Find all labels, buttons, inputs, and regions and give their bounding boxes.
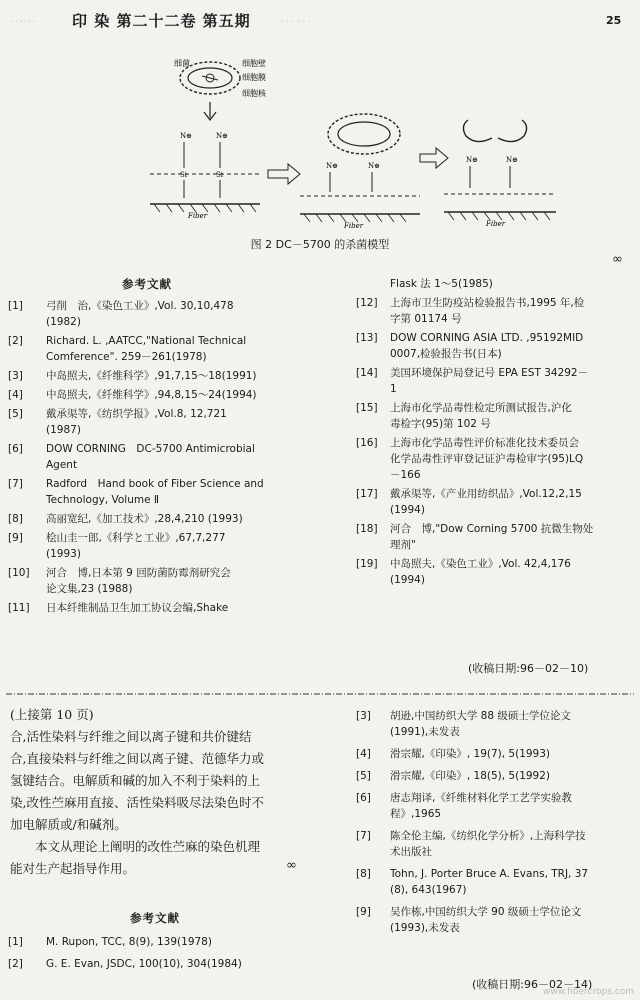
reference-item bbox=[8, 600, 229, 616]
references-title: 参考文献 bbox=[122, 277, 172, 291]
references-title-2: 参考文献 bbox=[130, 911, 180, 925]
reference-line: 弓削 治,《染色工业》,Vol. 30,10,478 bbox=[46, 300, 234, 312]
reference-line: 河合 博,日本第 9 回防菌防霉剂研究会 bbox=[46, 567, 231, 579]
watermark: www.fibercrops.com bbox=[543, 987, 634, 997]
section-separator bbox=[6, 688, 634, 700]
reference-item bbox=[356, 486, 582, 516]
fiber-stage-3 bbox=[444, 120, 556, 228]
reference-number: [5] bbox=[356, 770, 371, 782]
reference-item bbox=[356, 708, 571, 738]
reference-line: Tohn, J. Porter Bruce A. Evans, TRJ, 37 bbox=[390, 868, 589, 880]
reference-item bbox=[8, 406, 227, 436]
reference-number: [18] bbox=[356, 523, 378, 535]
reference-line: 中岛照夫,《纤维科学》,91,7,15～18(1991) bbox=[46, 370, 257, 382]
received-date: (收稿日期:96－02－10) bbox=[468, 662, 589, 675]
header-faint-text-mid: ...... bbox=[280, 12, 313, 25]
n-plus-label-1b: N⊕ bbox=[216, 132, 228, 140]
reference-line: Technology, Volume Ⅱ bbox=[46, 494, 160, 506]
reference-line: (1994) bbox=[390, 504, 425, 516]
reference-line: 桧山圭一郎,《科学と工业》,67,7,277 bbox=[46, 532, 226, 544]
reference-number: [6] bbox=[356, 792, 371, 804]
bacteria-illustration bbox=[174, 58, 267, 120]
right-arrow-icon-2 bbox=[420, 148, 448, 168]
reference-item bbox=[356, 904, 582, 934]
reference-item bbox=[356, 790, 572, 820]
reference-line: 胡逊,中国纺织大学 88 级硕士学位论文 bbox=[390, 710, 571, 722]
reference-line: Comference". 259－261(1978) bbox=[46, 351, 207, 363]
reference-line: 毒检字(95)第 102 号 bbox=[390, 418, 491, 430]
fiber-stage-2 bbox=[300, 114, 420, 230]
fiber-label-3: Fiber bbox=[486, 220, 506, 228]
reference-line: (8), 643(1967) bbox=[390, 884, 467, 896]
reference-line: 程》,1965 bbox=[390, 808, 442, 820]
body-paragraph-1 bbox=[10, 726, 322, 836]
reference-number: [12] bbox=[356, 297, 378, 309]
reference-line: (1993) bbox=[46, 548, 81, 560]
reference-number: [9] bbox=[356, 906, 371, 918]
header-faint-text: ...... bbox=[10, 12, 37, 25]
reference-line: 上海市卫生防疫站检验报告书,1995 年,检 bbox=[390, 297, 585, 309]
page-number: 25 bbox=[606, 14, 622, 27]
reference-number: [2] bbox=[8, 958, 23, 970]
label-bacteria: 细菌 bbox=[174, 59, 190, 68]
reference-number: [6] bbox=[8, 443, 23, 455]
down-arrow-icon bbox=[204, 102, 216, 120]
label-cell-membrane: 细胞膜 bbox=[242, 73, 266, 82]
received-date-2: (收稿日期:96－02－14) bbox=[472, 978, 593, 991]
paragraph-line: 染,改性苎麻用直接、活性染料吸尽法染色时不 bbox=[10, 795, 264, 810]
fiber-label-1: Fiber bbox=[188, 212, 208, 220]
reference-line: 1 bbox=[390, 383, 397, 395]
reference-number: [4] bbox=[356, 748, 371, 760]
reference-number: [4] bbox=[8, 389, 23, 401]
reference-line: G. E. Evan, JSDC, 100(10), 304(1984) bbox=[46, 958, 242, 970]
reference-number: [7] bbox=[8, 478, 23, 490]
right-arrow-icon-1 bbox=[268, 164, 300, 184]
reference-line: 术出版社 bbox=[390, 846, 432, 858]
reference-number: [15] bbox=[356, 402, 378, 414]
reference-item bbox=[8, 441, 255, 471]
body-paragraph-2 bbox=[10, 836, 322, 880]
reference-line: DOW CORNING DC-5700 Antimicrobial bbox=[46, 443, 255, 455]
reference-number: [13] bbox=[356, 332, 378, 344]
reference-number: [8] bbox=[8, 513, 23, 525]
si-label-1a: Si bbox=[180, 171, 188, 179]
reference-item bbox=[356, 295, 585, 325]
si-label-1b: Si bbox=[216, 171, 224, 179]
reference-line: M. Rupon, TCC, 8(9), 139(1978) bbox=[46, 936, 212, 948]
journal-title: 印 染 第二十二卷 第五期 bbox=[72, 12, 251, 30]
reference-number: [8] bbox=[356, 868, 371, 880]
fiber-label-2: Fiber bbox=[344, 222, 364, 230]
reference-item bbox=[356, 556, 571, 586]
reference-item bbox=[356, 746, 551, 762]
reference-line: 理剂" bbox=[390, 539, 416, 551]
label-nucleus: 细胞核 bbox=[242, 89, 266, 98]
reference-item bbox=[356, 330, 584, 360]
reference-line: 上海市化学品毒性检定所测试报告,沪化 bbox=[390, 402, 572, 414]
reference-line: (1987) bbox=[46, 424, 81, 436]
reference-number: [1] bbox=[8, 300, 23, 312]
page-header bbox=[0, 0, 640, 36]
n-plus-label-2a: N⊕ bbox=[326, 162, 338, 170]
reference-line: 上海市化学品毒性评价标准化技术委员会 bbox=[390, 437, 579, 449]
reference-item bbox=[8, 956, 242, 972]
reference-line: 化学品毒性评审登记证沪毒检审字(95)LQ bbox=[390, 453, 584, 465]
reference-item bbox=[8, 387, 257, 403]
reference-number: [3] bbox=[356, 710, 371, 722]
paragraph-line: 本文从理论上阐明的改性苎麻的染色机理 bbox=[10, 839, 261, 854]
reference-item bbox=[8, 476, 264, 506]
reference-line: Richard. L. ,AATCC,"National Technical bbox=[46, 335, 247, 347]
reference-item bbox=[8, 511, 243, 527]
reference-item bbox=[356, 768, 551, 784]
reference-number: [11] bbox=[8, 602, 30, 614]
reference-item bbox=[356, 365, 589, 395]
reference-item bbox=[356, 866, 589, 896]
reference-item bbox=[356, 435, 584, 481]
paragraph-line: 能对生产起指导作用。 bbox=[10, 861, 136, 876]
reference-line: 河合 博,"Dow Corning 5700 抗微生物处 bbox=[390, 523, 594, 535]
reference-number: [2] bbox=[8, 335, 23, 347]
reference-line: 唐志翔译,《纤维材料化学工艺学实验教 bbox=[390, 792, 572, 804]
reference-number: [19] bbox=[356, 558, 378, 570]
paragraph-line: 加电解质或/和碱剂。 bbox=[10, 817, 127, 832]
reference-line: 戴承渠等,《纺织学报》,Vol.8, 12,721 bbox=[46, 408, 227, 420]
reference-item bbox=[8, 530, 226, 560]
reference-line: DOW CORNING ASIA LTD. ,95192MID bbox=[390, 332, 584, 344]
reference-line: (1994) bbox=[390, 574, 425, 586]
fiber-stage-1 bbox=[150, 132, 260, 220]
reference-number: [5] bbox=[8, 408, 23, 420]
reference-line: 日本纤维制品卫生加工协议会编,Shake bbox=[46, 602, 229, 614]
reference-line: 论文集,23 (1988) bbox=[46, 583, 133, 595]
reference-line: －166 bbox=[390, 469, 421, 481]
continued-from: (上接第 10 页) bbox=[10, 707, 94, 722]
end-mark-2: ∞ bbox=[286, 858, 297, 873]
reference-number: [7] bbox=[356, 830, 371, 842]
reference-number: [17] bbox=[356, 488, 378, 500]
reference-item bbox=[356, 400, 572, 430]
reference-line: 中岛照夫,《染色工业》,Vol. 42,4,176 bbox=[390, 558, 571, 570]
sterilization-model-diagram bbox=[130, 46, 560, 246]
reference-line: 滑宗耀,《印染》, 18(5), 5(1992) bbox=[390, 770, 551, 782]
reference-number: [14] bbox=[356, 367, 378, 379]
reference-line: 美国环境保护局登记号 EPA EST 34292－ bbox=[390, 367, 589, 379]
reference-line: Flask 法 1～5(1985) bbox=[390, 278, 493, 290]
reference-number: [16] bbox=[356, 437, 378, 449]
reference-number: [9] bbox=[8, 532, 23, 544]
paragraph-line: 氢键结合。电解质和碱的加入不利于染料的上 bbox=[10, 773, 261, 788]
reference-item bbox=[356, 521, 594, 551]
reference-number: [1] bbox=[8, 936, 23, 948]
figure-caption: 图 2 DC－5700 的杀菌模型 bbox=[250, 238, 390, 251]
reference-line: Radford Hand book of Fiber Science and bbox=[46, 478, 264, 490]
reference-item bbox=[8, 934, 212, 950]
reference-item bbox=[8, 298, 234, 328]
reference-line: 字第 01174 号 bbox=[390, 313, 462, 325]
reference-item bbox=[8, 368, 257, 384]
reference-line: 0007,检验报告书(日本) bbox=[390, 348, 502, 360]
reference-item bbox=[356, 828, 586, 858]
reference-number: [10] bbox=[8, 567, 30, 579]
reference-line: (1982) bbox=[46, 316, 81, 328]
n-plus-label-3a: N⊕ bbox=[466, 156, 478, 164]
reference-line: 戴承渠等,《产业用纺织品》,Vol.12,2,15 bbox=[390, 488, 582, 500]
label-cell-wall: 细胞壁 bbox=[242, 59, 266, 68]
n-plus-label-1a: N⊕ bbox=[180, 132, 192, 140]
reference-line: 滑宗耀,《印染》, 19(7), 5(1993) bbox=[390, 748, 551, 760]
reference-line: Agent bbox=[46, 459, 78, 471]
end-mark: ∞ bbox=[612, 252, 623, 267]
n-plus-label-3b: N⊕ bbox=[506, 156, 518, 164]
reference-item bbox=[8, 333, 247, 363]
reference-number: [3] bbox=[8, 370, 23, 382]
reference-line: (1991),未发表 bbox=[390, 726, 460, 738]
paragraph-line: 合,直接染料与纤维之间以离子键、范德华力或 bbox=[10, 751, 264, 766]
reference-line: 高丽宽纪,《加工技术》,28,4,210 (1993) bbox=[46, 513, 243, 525]
reference-line: 吴作栋,中国纺织大学 90 级硕士学位论文 bbox=[390, 906, 582, 918]
reference-line: 陈全伦主编,《纺织化学分析》,上海科学技 bbox=[390, 830, 586, 842]
n-plus-label-2b: N⊕ bbox=[368, 162, 380, 170]
reference-line: (1993),未发表 bbox=[390, 922, 460, 934]
reference-line: 中岛照夫,《纤维科学》,94,8,15～24(1994) bbox=[46, 389, 257, 401]
reference-item bbox=[8, 565, 231, 595]
paragraph-line: 合,活性染料与纤维之间以离子键和共价键结 bbox=[10, 729, 252, 744]
inner-line bbox=[202, 76, 218, 80]
reference-item bbox=[356, 276, 493, 292]
